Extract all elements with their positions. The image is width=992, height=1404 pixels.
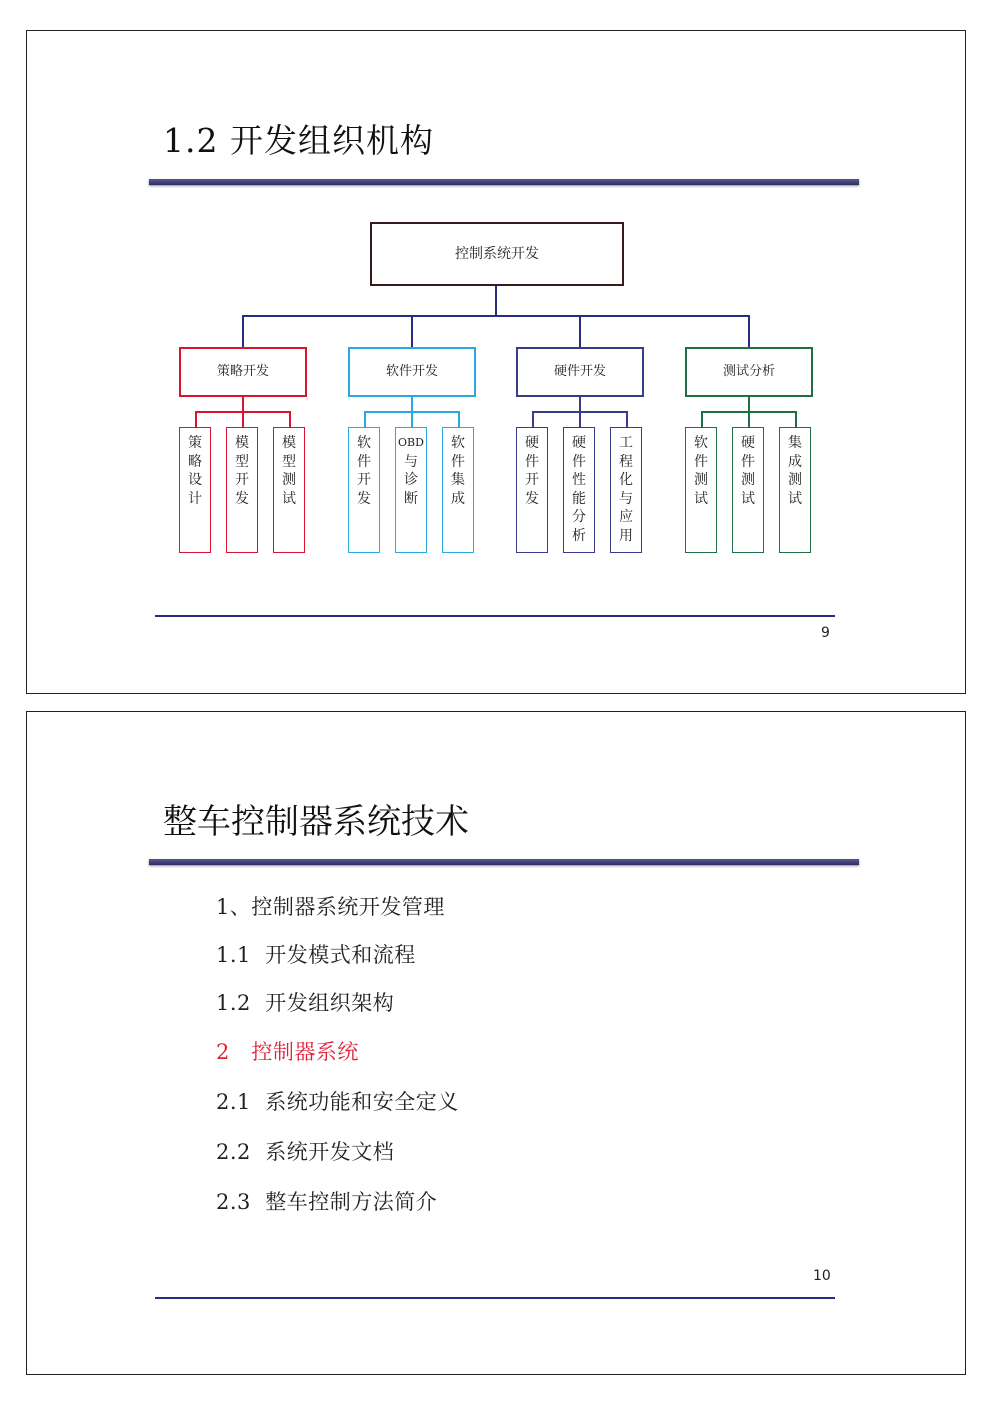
toc-item-1: 1、控制器系统开发管理	[216, 895, 445, 919]
org-connector	[626, 411, 628, 427]
org-connector	[411, 315, 413, 347]
toc-item-2: 2 控制器系统	[216, 1040, 359, 1064]
page-number: 10	[813, 1268, 831, 1284]
slide-contents	[26, 711, 966, 1375]
org-leaf-box: 软 件 开 发	[348, 427, 380, 553]
org-leaf-box: 模 型 测 试	[273, 427, 305, 553]
toc-item-2-2: 2.2 系统开发文档	[216, 1140, 395, 1164]
slide-title: 整车控制器系统技术	[163, 802, 469, 842]
page-number: 9	[821, 625, 830, 641]
slide-org-chart	[26, 30, 966, 694]
org-group-box: 测试分析	[685, 347, 813, 397]
org-connector	[242, 411, 244, 427]
title-underline	[149, 179, 859, 185]
org-connector	[411, 411, 413, 427]
org-leaf-box: 软 件 集 成	[442, 427, 474, 553]
org-leaf-box: 硬 件 性 能 分 析	[563, 427, 595, 553]
org-leaf-box: 工 程 化 与 应 用	[610, 427, 642, 553]
org-connector	[289, 411, 291, 427]
org-group-box: 硬件开发	[516, 347, 644, 397]
title-underline	[149, 859, 859, 865]
org-leaf-box: 模 型 开 发	[226, 427, 258, 553]
footer-line	[155, 1297, 835, 1299]
org-connector	[579, 411, 581, 427]
org-root-box: 控制系统开发	[370, 222, 624, 286]
org-leaf-box: 集 成 测 试	[779, 427, 811, 553]
toc-item-2-1: 2.1 系统功能和安全定义	[216, 1090, 459, 1114]
org-connector	[242, 315, 750, 317]
org-leaf-box: 硬 件 开 发	[516, 427, 548, 553]
org-connector	[242, 315, 244, 347]
toc-item-2-3: 2.3 整车控制方法简介	[216, 1190, 438, 1214]
org-leaf-box: 软 件 测 试	[685, 427, 717, 553]
org-leaf-box: OBD 与 诊 断	[395, 427, 427, 553]
org-connector	[242, 397, 244, 411]
org-connector	[579, 315, 581, 347]
org-connector	[458, 411, 460, 427]
org-connector	[579, 397, 581, 411]
org-connector	[701, 411, 703, 427]
org-connector	[195, 411, 197, 427]
org-group-box: 软件开发	[348, 347, 476, 397]
org-connector	[748, 397, 750, 411]
org-leaf-box: 策 略 设 计	[179, 427, 211, 553]
org-group-box: 策略开发	[179, 347, 307, 397]
org-connector	[532, 411, 534, 427]
org-connector	[748, 411, 750, 427]
org-connector	[364, 411, 366, 427]
slide-title: 1.2 开发组织机构	[163, 121, 434, 160]
org-connector	[795, 411, 797, 427]
org-connector	[495, 286, 497, 316]
org-leaf-box: 硬 件 测 试	[732, 427, 764, 553]
org-connector	[411, 397, 413, 411]
org-connector	[748, 315, 750, 347]
footer-line	[155, 615, 835, 617]
toc-item-1-2: 1.2 开发组织架构	[216, 991, 395, 1015]
toc-item-1-1: 1.1 开发模式和流程	[216, 943, 416, 967]
